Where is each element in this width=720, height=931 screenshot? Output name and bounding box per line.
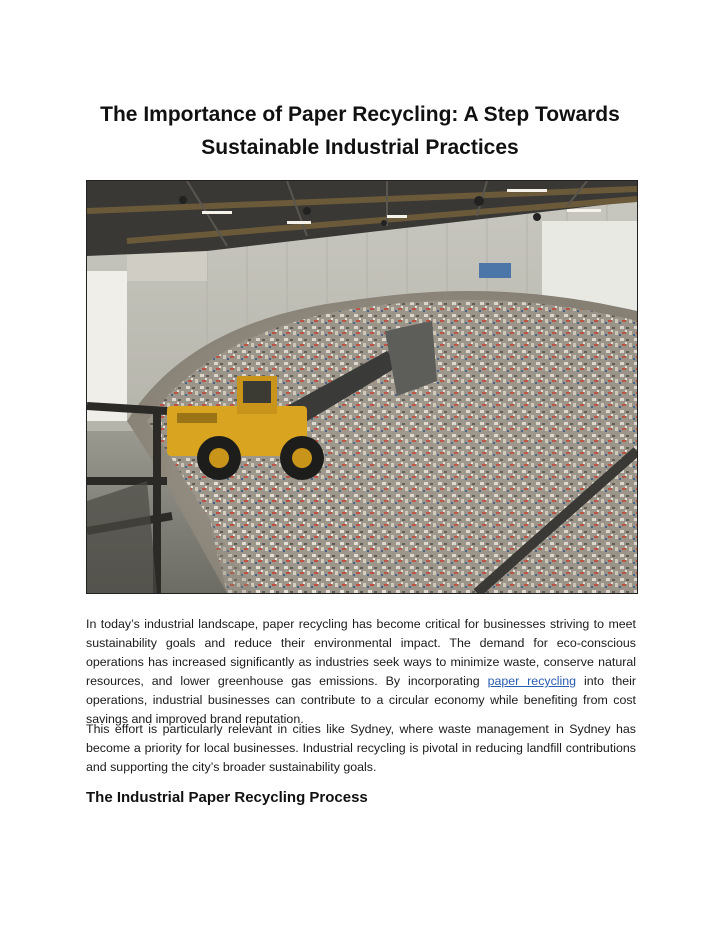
recycling-facility-photo <box>86 180 638 594</box>
title-line-2: Sustainable Industrial Practices <box>201 136 519 159</box>
section-heading: The Industrial Paper Recycling Process <box>86 789 368 806</box>
document-title <box>60 98 660 164</box>
paper-recycling-link[interactable]: paper recycling <box>487 674 577 688</box>
intro-text-before-link: In today’s industrial landscape, paper recycling has become critical for businesses striving to meet sustainability goals and reduce their environmental impact. The demand for eco-conscious operations has increased significantly as industries seek ways to minimize waste, conserve natural resources, and lower greenhouse gas emissions. By incorporating <box>86 617 636 688</box>
intro-text-after-link: into their operations, industrial businesses can contribute to a circular economy while benefiting from cost savings and improved brand reputation. <box>86 674 637 726</box>
title-line-1: The Importance of Paper Recycling: A Step Towards <box>100 103 620 126</box>
sydney-paragraph: This effort is particularly relevant in cities like Sydney, where waste management in Sydney has become a priority for local businesses. Industrial recycling is pivotal in reducing landfill contributions and supporting the city’s broader sustainability goals. <box>86 722 636 774</box>
intro-paragraph <box>86 615 636 729</box>
